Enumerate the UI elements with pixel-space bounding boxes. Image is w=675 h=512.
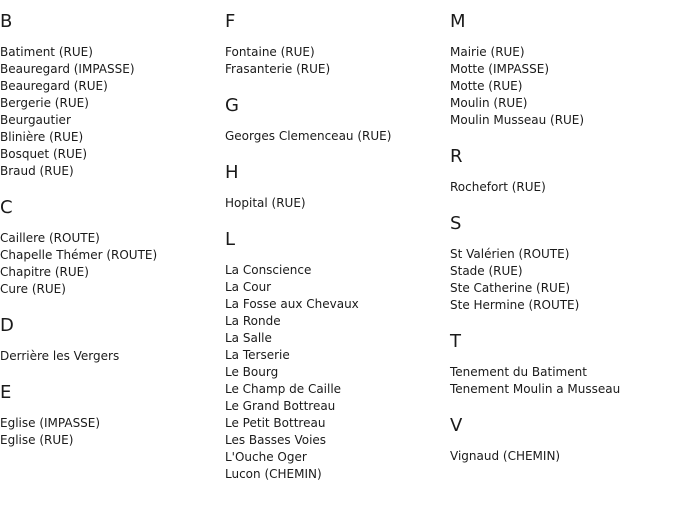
letter-group <box>0 381 220 449</box>
street-link[interactable]: Fontaine (RUE) <box>225 45 315 59</box>
letter-heading: M <box>450 11 466 32</box>
street-list <box>0 348 220 365</box>
letter-heading: B <box>0 11 13 32</box>
street-list <box>0 230 220 298</box>
index-column <box>0 10 220 465</box>
index-column <box>450 10 670 481</box>
street-list <box>0 44 220 180</box>
street-link[interactable]: Tenement du Batiment <box>450 365 587 379</box>
letter-heading: R <box>450 146 463 167</box>
letter-group <box>450 212 670 314</box>
street-link[interactable]: Le Bourg <box>225 365 279 379</box>
street-link[interactable]: Derrière les Vergers <box>0 349 120 363</box>
street-link[interactable]: Le Grand Bottreau <box>225 399 336 413</box>
letter-group <box>0 314 220 365</box>
street-link[interactable]: Hopital (RUE) <box>225 196 306 210</box>
street-list <box>450 448 670 465</box>
letter-heading: E <box>0 382 12 403</box>
street-link[interactable]: Mairie (RUE) <box>450 45 525 59</box>
street-link[interactable]: Lucon (CHEMIN) <box>225 467 322 481</box>
street-link[interactable]: Motte (RUE) <box>450 79 523 93</box>
letter-group <box>225 161 445 212</box>
letter-group <box>225 94 445 145</box>
street-link[interactable]: Chapelle Thémer (ROUTE) <box>0 248 158 262</box>
street-link[interactable]: Caillere (ROUTE) <box>0 231 100 245</box>
street-link[interactable]: Frasanterie (RUE) <box>225 62 331 76</box>
street-link[interactable]: Eglise (IMPASSE) <box>0 416 101 430</box>
street-link[interactable]: La Cour <box>225 280 272 294</box>
letter-heading: T <box>450 331 461 352</box>
letter-group <box>450 414 670 465</box>
street-link[interactable]: Chapitre (RUE) <box>0 265 89 279</box>
street-link[interactable]: Rochefort (RUE) <box>450 180 546 194</box>
street-link[interactable]: La Fosse aux Chevaux <box>225 297 359 311</box>
street-link[interactable]: La Terserie <box>225 348 290 362</box>
street-link[interactable]: Ste Catherine (RUE) <box>450 281 571 295</box>
letter-heading: V <box>450 415 463 436</box>
street-link[interactable]: Moulin Musseau (RUE) <box>450 113 585 127</box>
street-link[interactable]: La Ronde <box>225 314 281 328</box>
letter-heading: F <box>225 11 236 32</box>
letter-group <box>225 10 445 78</box>
letter-group <box>450 145 670 196</box>
street-link[interactable]: Ste Hermine (ROUTE) <box>450 298 580 312</box>
street-list <box>450 179 670 196</box>
street-link[interactable]: Le Champ de Caille <box>225 382 342 396</box>
street-link[interactable]: Motte (IMPASSE) <box>450 62 550 76</box>
street-link[interactable]: Bosquet (RUE) <box>0 147 88 161</box>
street-link[interactable]: Stade (RUE) <box>450 264 523 278</box>
street-link[interactable]: Beurgautier <box>0 113 71 127</box>
letter-heading: H <box>225 162 239 183</box>
street-link[interactable]: Beauregard (RUE) <box>0 79 108 93</box>
letter-heading: S <box>450 213 462 234</box>
letter-heading: G <box>225 95 239 116</box>
letter-group <box>450 10 670 129</box>
street-list <box>0 415 220 449</box>
street-link[interactable]: L'Ouche Oger <box>225 450 307 464</box>
street-link[interactable]: Braud (RUE) <box>0 164 74 178</box>
index-column <box>225 10 445 499</box>
letter-group <box>225 228 445 483</box>
letter-heading: L <box>225 229 236 250</box>
street-link[interactable]: St Valérien (ROUTE) <box>450 247 570 261</box>
street-list <box>225 128 445 145</box>
street-list <box>450 364 670 398</box>
letter-group <box>0 10 220 180</box>
street-link[interactable]: Le Petit Bottreau <box>225 416 326 430</box>
street-link[interactable]: Tenement Moulin a Musseau <box>450 382 621 396</box>
street-link[interactable]: La Salle <box>225 331 272 345</box>
street-link[interactable]: La Conscience <box>225 263 312 277</box>
street-link[interactable]: Cure (RUE) <box>0 282 66 296</box>
street-link[interactable]: Les Basses Voies <box>225 433 327 447</box>
letter-group <box>450 330 670 398</box>
street-link[interactable]: Blinière (RUE) <box>0 130 84 144</box>
letter-heading: C <box>0 197 13 218</box>
street-link[interactable]: Bergerie (RUE) <box>0 96 89 110</box>
letter-heading: D <box>0 315 14 336</box>
letter-group <box>0 196 220 298</box>
street-list <box>225 262 445 483</box>
street-list <box>225 44 445 78</box>
street-list <box>225 195 445 212</box>
street-list <box>450 246 670 314</box>
street-link[interactable]: Eglise (RUE) <box>0 433 74 447</box>
street-link[interactable]: Beauregard (IMPASSE) <box>0 62 135 76</box>
street-link[interactable]: Vignaud (CHEMIN) <box>450 449 561 463</box>
street-link[interactable]: Moulin (RUE) <box>450 96 528 110</box>
street-link[interactable]: Georges Clemenceau (RUE) <box>225 129 392 143</box>
street-link[interactable]: Batiment (RUE) <box>0 45 93 59</box>
street-list <box>450 44 670 129</box>
